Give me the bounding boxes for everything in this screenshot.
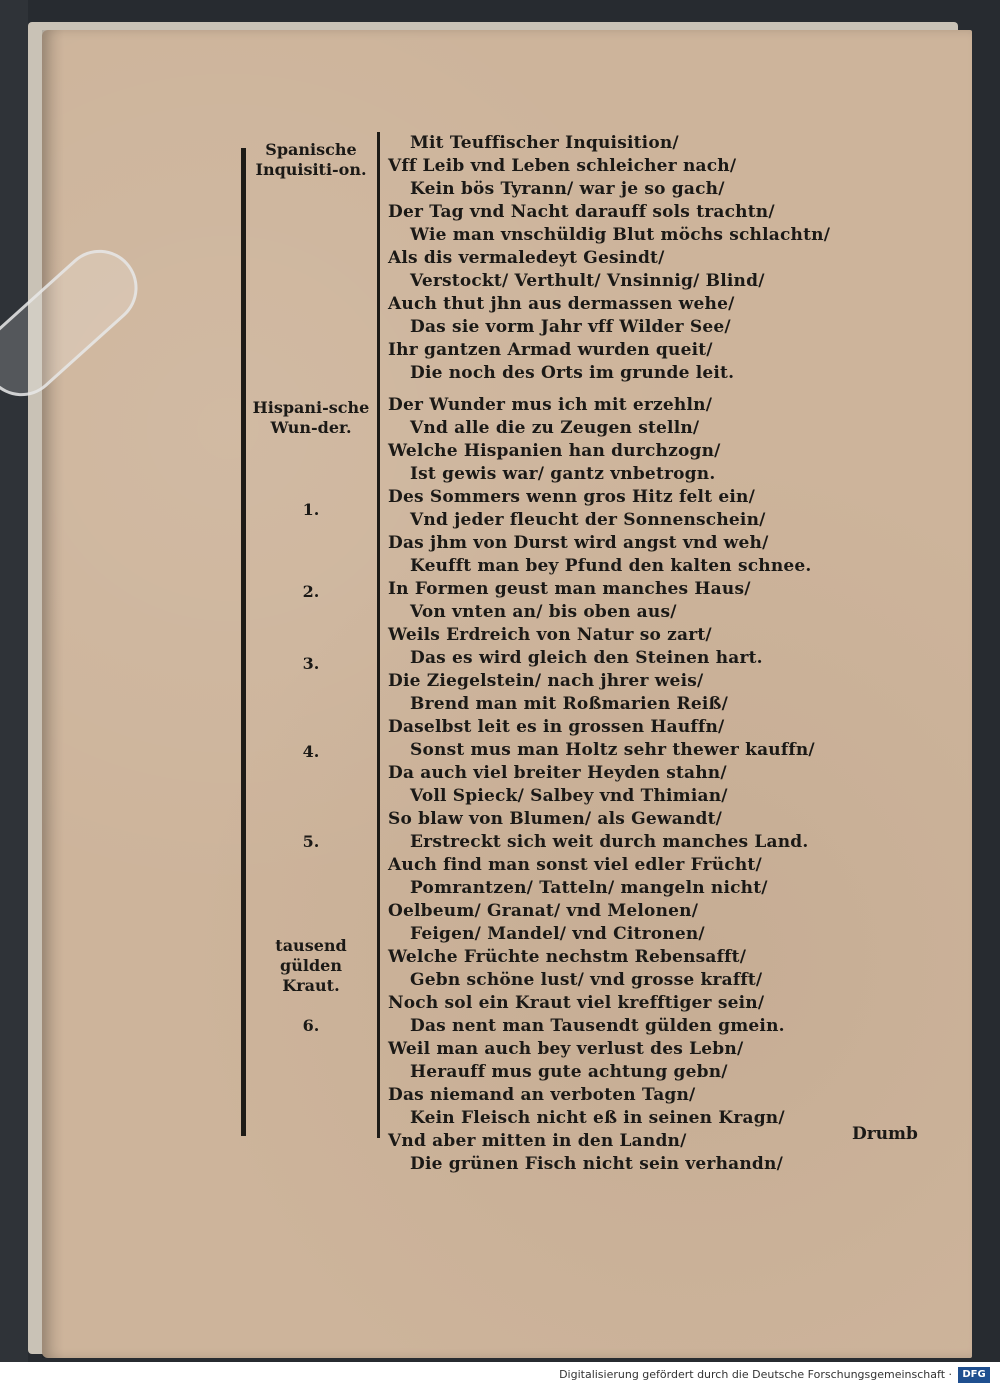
verse-line: Der Wunder mus ich mit erzehln/ [388, 395, 713, 415]
verse-line: Welche Hispanien han durchzogn/ [388, 441, 721, 461]
verse-line: Pomrantzen/ Tatteln/ mangeln nicht/ [410, 878, 768, 898]
dfg-logo: DFG [958, 1367, 990, 1383]
verse-line: Kein bös Tyrann/ war je so gach/ [410, 179, 725, 199]
margin-rule-left [241, 148, 246, 1136]
footer-credit: Digitalisierung gefördert durch die Deutsche Forschungsgemeinschaft · [559, 1368, 952, 1381]
verse-line: Welche Früchte nechstm Rebensafft/ [388, 947, 747, 967]
verse-line: Das nent man Tausendt gülden gmein. [410, 1016, 785, 1036]
verse-line: Das sie vorm Jahr vff Wilder See/ [410, 317, 731, 337]
verse-line: Vnd aber mitten in den Landn/ [388, 1131, 687, 1151]
verse-line: Auch thut jhn aus dermassen wehe/ [388, 294, 735, 314]
verse-line: Brend man mit Roßmarien Reiß/ [410, 694, 729, 714]
verse-line: Erstreckt sich weit durch manches Land. [410, 832, 809, 852]
margin-note-1: 1. [302, 500, 320, 519]
verse-line: Die noch des Orts im grunde leit. [410, 363, 735, 383]
page-gutter-shadow [42, 30, 64, 1358]
margin-note-wonders: Hispani-sche Wun-der. [252, 398, 370, 437]
margin-note-2: 2. [302, 582, 320, 601]
catchword: Drumb [852, 1124, 918, 1144]
verse-line: Herauff mus gute achtung gebn/ [410, 1062, 728, 1082]
verse-line: Voll Spieck/ Salbey vnd Thimian/ [410, 786, 728, 806]
verse-line: Weils Erdreich von Natur so zart/ [388, 625, 712, 645]
verse-line: Gebn schöne lust/ vnd grosse krafft/ [410, 970, 763, 990]
verse-line: Der Tag vnd Nacht darauff sols trachtn/ [388, 202, 775, 222]
verse-line: Ist gewis war/ gantz vnbetrogn. [410, 464, 716, 484]
verse-line: Da auch viel breiter Heyden stahn/ [388, 763, 727, 783]
verse-line: Feigen/ Mandel/ vnd Citronen/ [410, 924, 705, 944]
margin-note-inquisition: Spanische Inquisiti-on. [255, 140, 367, 179]
verse-line: Verstockt/ Verthult/ Vnsinnig/ Blind/ [410, 271, 765, 291]
verse-line: Daselbst leit es in grossen Hauffn/ [388, 717, 725, 737]
margin-note-5: 5. [302, 832, 320, 851]
verse-line: Ihr gantzen Armad wurden queit/ [388, 340, 713, 360]
verse-line: Vnd jeder fleucht der Sonnenschein/ [410, 510, 766, 530]
margin-note-6: 6. [302, 1016, 320, 1035]
margin-note-tausend: tausend gülden Kraut. [275, 936, 347, 995]
verse-line: Das jhm von Durst wird angst vnd weh/ [388, 533, 769, 553]
margin-note-4: 4. [302, 742, 320, 761]
verse-line: Von vnten an/ bis oben aus/ [410, 602, 677, 622]
verse-line: Kein Fleisch nicht eß in seinen Kragn/ [410, 1108, 785, 1128]
verse-line: Sonst mus man Holtz sehr thewer kauffn/ [410, 740, 815, 760]
verse-line: Das niemand an verboten Tagn/ [388, 1085, 696, 1105]
verse-line: Vff Leib vnd Leben schleicher nach/ [388, 156, 737, 176]
verse-line: Das es wird gleich den Steinen hart. [410, 648, 763, 668]
verse-line: Die Ziegelstein/ nach jhrer weis/ [388, 671, 704, 691]
verse-line: Oelbeum/ Granat/ vnd Melonen/ [388, 901, 699, 921]
margin-note-3: 3. [302, 654, 320, 673]
verse-line: Auch find man sonst viel edler Frücht/ [388, 855, 762, 875]
verse-line: Vnd alle die zu Zeugen stelln/ [410, 418, 700, 438]
verse-line: Noch sol ein Kraut viel krefftiger sein/ [388, 993, 765, 1013]
verse-line: Des Sommers wenn gros Hitz felt ein/ [388, 487, 756, 507]
verse-line: Keufft man bey Pfund den kalten schnee. [410, 556, 812, 576]
verse-line: Weil man auch bey verlust des Lebn/ [388, 1039, 744, 1059]
verse-line: Als dis vermaledeyt Gesindt/ [388, 248, 665, 268]
verse-line: Die grünen Fisch nicht sein verhandn/ [410, 1154, 783, 1174]
margin-rule-right [377, 132, 380, 1138]
verse-line: Mit Teuffischer Inquisition/ [410, 133, 679, 153]
footer-bar [0, 1362, 1000, 1390]
verse-line: In Formen geust man manches Haus/ [388, 579, 751, 599]
verse-line: Wie man vnschüldig Blut möchs schlachtn/ [410, 225, 831, 245]
verse-line: So blaw von Blumen/ als Gewandt/ [388, 809, 723, 829]
book-spine [0, 0, 28, 1362]
